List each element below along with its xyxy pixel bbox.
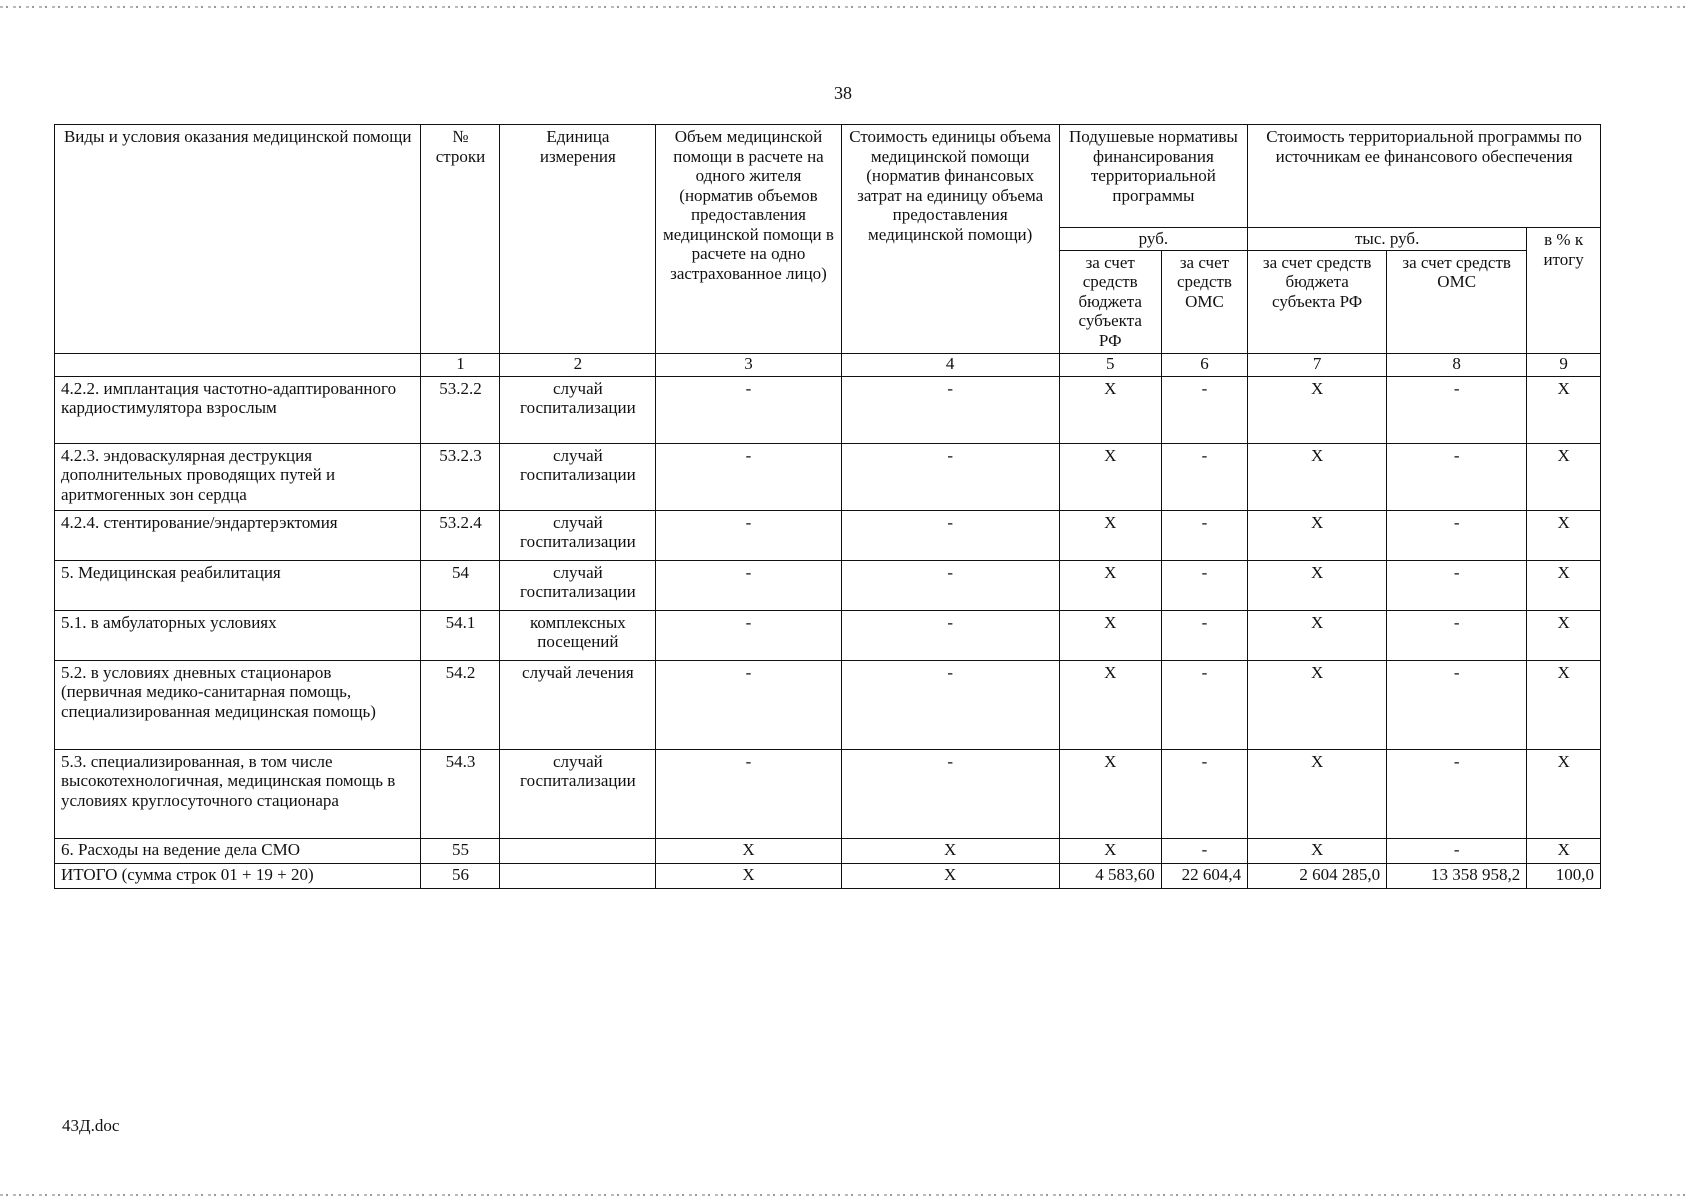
financing-table [54,124,1601,889]
table-row [55,838,1601,863]
row-name: 5. Медицинская реабилитация [55,560,421,610]
column-numbers-row [55,353,1601,376]
scan-edge-bottom [0,1194,1686,1196]
row-value: - [1387,443,1527,510]
row-value: - [841,376,1059,443]
row-number: 53.2.4 [421,510,500,560]
table-body [55,353,1601,888]
table-row [55,610,1601,660]
table-row [55,560,1601,610]
row-value: 22 604,4 [1161,863,1247,888]
row-value: X [1059,660,1161,749]
row-value: 2 604 285,0 [1248,863,1387,888]
page-number: 38 [834,83,852,103]
column-number: 4 [841,353,1059,376]
table-row [55,510,1601,560]
row-value: X [1527,749,1601,838]
row-value: X [1527,443,1601,510]
header-oms-thous: за счет средств ОМС [1387,250,1527,353]
row-name: 5.2. в условиях дневных стационаров (первичная медико-санитарная помощь, специализированная медицинская помощь) [55,660,421,749]
column-number: 2 [500,353,656,376]
row-unit: случай госпитализации [500,443,656,510]
scan-edge-top [0,6,1686,8]
header-percapita: Подушевые нормативы финансирования территориальной программы [1059,125,1248,228]
row-value: - [1387,376,1527,443]
row-number: 54.3 [421,749,500,838]
header-percent-total: в % к итогу [1527,228,1601,354]
column-number: 1 [421,353,500,376]
row-value: X [1527,660,1601,749]
row-value: 13 358 958,2 [1387,863,1527,888]
row-name: 5.1. в амбулаторных условиях [55,610,421,660]
column-number [55,353,421,376]
row-value: X [1059,610,1161,660]
table-row [55,376,1601,443]
row-value: 4 583,60 [1059,863,1161,888]
column-number: 7 [1248,353,1387,376]
header-oms-rub: за счет средств ОМС [1161,250,1247,353]
row-name: 6. Расходы на ведение дела СМО [55,838,421,863]
row-value: X [1527,838,1601,863]
row-value: X [1248,560,1387,610]
row-value: X [1059,443,1161,510]
row-number: 54 [421,560,500,610]
row-value: - [1161,838,1247,863]
row-unit: случай госпитализации [500,510,656,560]
row-value: - [656,560,841,610]
row-value: - [1387,560,1527,610]
row-value: X [1248,443,1387,510]
row-value: X [1248,660,1387,749]
row-unit: случай госпитализации [500,749,656,838]
row-unit [500,863,656,888]
row-value: X [656,863,841,888]
row-number: 55 [421,838,500,863]
row-value: X [1059,749,1161,838]
row-value: - [1387,510,1527,560]
row-number: 53.2.3 [421,443,500,510]
header-volume: Объем медицинской помощи в расчете на одного жителя (норматив объемов предоставления медицинской помощи в расчете на одно застрахованное лицо) [656,125,841,354]
row-value: - [656,660,841,749]
row-value: - [656,376,841,443]
row-unit [500,838,656,863]
row-value: X [841,863,1059,888]
header-row-no: № строки [421,125,500,354]
column-number: 8 [1387,353,1527,376]
row-value: - [1387,610,1527,660]
table-row [55,443,1601,510]
row-value: - [841,560,1059,610]
row-value: - [1387,749,1527,838]
table-row [55,863,1601,888]
row-value: X [1527,376,1601,443]
row-number: 54.2 [421,660,500,749]
row-value: - [1161,749,1247,838]
column-number: 9 [1527,353,1601,376]
row-value: - [841,749,1059,838]
header-program-cost: Стоимость территориальной программы по источникам ее финансового обеспечения [1248,125,1601,228]
header-thous-rub: тыс. руб. [1248,228,1527,251]
row-value: X [656,838,841,863]
row-value: X [841,838,1059,863]
row-value: - [656,749,841,838]
row-value: X [1527,560,1601,610]
row-value: - [1161,376,1247,443]
row-unit: случай госпитализации [500,560,656,610]
row-value: - [1161,443,1247,510]
row-unit: комплексных посещений [500,610,656,660]
row-value: - [656,510,841,560]
header-cost: Стоимость единицы объема медицинской помощи (норматив финансовых затрат на единицу объема предоставления медицинской помощи) [841,125,1059,354]
row-value: X [1527,610,1601,660]
column-number: 6 [1161,353,1247,376]
column-number: 5 [1059,353,1161,376]
row-unit: случай лечения [500,660,656,749]
table-row [55,660,1601,749]
row-value: - [1161,660,1247,749]
row-value: 100,0 [1527,863,1601,888]
table-row [55,749,1601,838]
row-value: X [1059,376,1161,443]
header-name: Виды и условия оказания медицинской помощи [55,125,421,354]
row-value: - [1387,838,1527,863]
row-value: X [1248,610,1387,660]
row-value: - [656,610,841,660]
row-number: 53.2.2 [421,376,500,443]
header-budget-rf-thous: за счет средств бюджета субъекта РФ [1248,250,1387,353]
row-value: X [1059,838,1161,863]
row-value: - [841,510,1059,560]
row-value: - [1161,560,1247,610]
header-rub: руб. [1059,228,1248,251]
row-value: - [841,660,1059,749]
row-value: X [1248,376,1387,443]
row-value: X [1527,510,1601,560]
row-value: X [1248,838,1387,863]
row-name: 4.2.3. эндоваскулярная деструкция дополнительных проводящих путей и аритмогенных зон сердца [55,443,421,510]
row-name: 4.2.4. стентирование/эндартерэктомия [55,510,421,560]
row-name: 5.3. специализированная, в том числе высокотехнологичная, медицинская помощь в условиях круглосуточного стационара [55,749,421,838]
row-name: ИТОГО (сумма строк 01 + 19 + 20) [55,863,421,888]
header-budget-rf-rub: за счет средств бюджета субъекта РФ [1059,250,1161,353]
row-value: X [1248,510,1387,560]
row-name: 4.2.2. имплантация частотно-адаптированного кардиостимулятора взрослым [55,376,421,443]
row-value: - [1161,610,1247,660]
row-unit: случай госпитализации [500,376,656,443]
row-value: X [1248,749,1387,838]
row-number: 54.1 [421,610,500,660]
row-number: 56 [421,863,500,888]
footer-filename: 43Д.doc [62,1116,120,1135]
column-number: 3 [656,353,841,376]
row-value: - [841,443,1059,510]
row-value: - [656,443,841,510]
row-value: - [1161,510,1247,560]
row-value: X [1059,560,1161,610]
row-value: - [841,610,1059,660]
row-value: X [1059,510,1161,560]
header-unit: Единица измерения [500,125,656,354]
row-value: - [1387,660,1527,749]
